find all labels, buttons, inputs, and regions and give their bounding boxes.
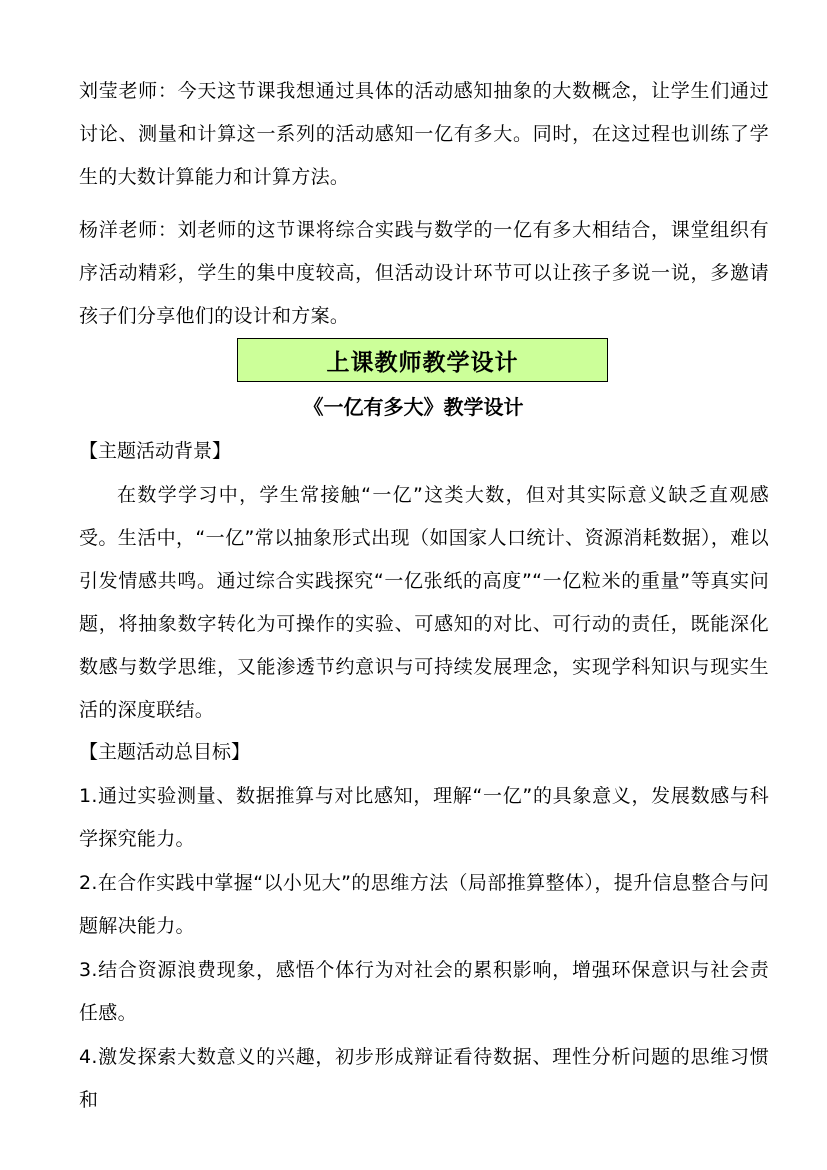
goals-heading: 【主题活动总目标】 xyxy=(79,741,251,763)
teacher-design-banner: 上课教师教学设计 xyxy=(237,338,608,382)
goal-item-2: 2.在合作实践中掌握“以小见大”的思维方法（局部推算整体），提升信息整合与问题解决能力。 xyxy=(79,872,769,937)
design-title: 《一亿有多大》教学设计 xyxy=(303,395,524,419)
background-heading: 【主题活动背景】 xyxy=(79,440,232,462)
remark-yang: 杨洋老师：刘老师的这节课将综合实践与数学的一亿有多大相结合，课堂组织有序活动精彩，学生的集中度较高，但活动设计环节可以让孩子多说一说，多邀请孩子们分享他们的设计和方案。 xyxy=(79,219,769,327)
background-text: 在数学学习中，学生常接触“一亿”这类大数，但对其实际意义缺乏直观感受。生活中，“一亿”常以抽象形式出现（如国家人口统计、资源消耗数据），难以引发情感共鸣。通过综合实践探究“一亿张纸的高度”“一亿粒米的重量”等真实问题，将抽象数字转化为可操作的实验、可感知的对比、可行动的责任，既能深化数感与数学思维，又能渗透节约意识与可持续发展理念，实现学科知识与现实生活的深度联结。 xyxy=(79,484,769,721)
remark-liu: 刘莹老师：今天这节课我想通过具体的活动感知抽象的大数概念，让学生们通过讨论、测量和计算这一系列的活动感知一亿有多大。同时，在这过程也训练了学生的大数计算能力和计算方法。 xyxy=(79,80,769,188)
goal-item-3: 3.结合资源浪费现象，感悟个体行为对社会的累积影响，增强环保意识与社会责任感。 xyxy=(79,959,769,1024)
goal-item-4: 4.激发探索大数意义的兴趣，初步形成辩证看待数据、理性分析问题的思维习惯和 xyxy=(79,1046,769,1111)
goal-item-1: 1.通过实验测量、数据推算与对比感知，理解“一亿”的具象意义，发展数感与科学探究能力。 xyxy=(79,785,769,850)
